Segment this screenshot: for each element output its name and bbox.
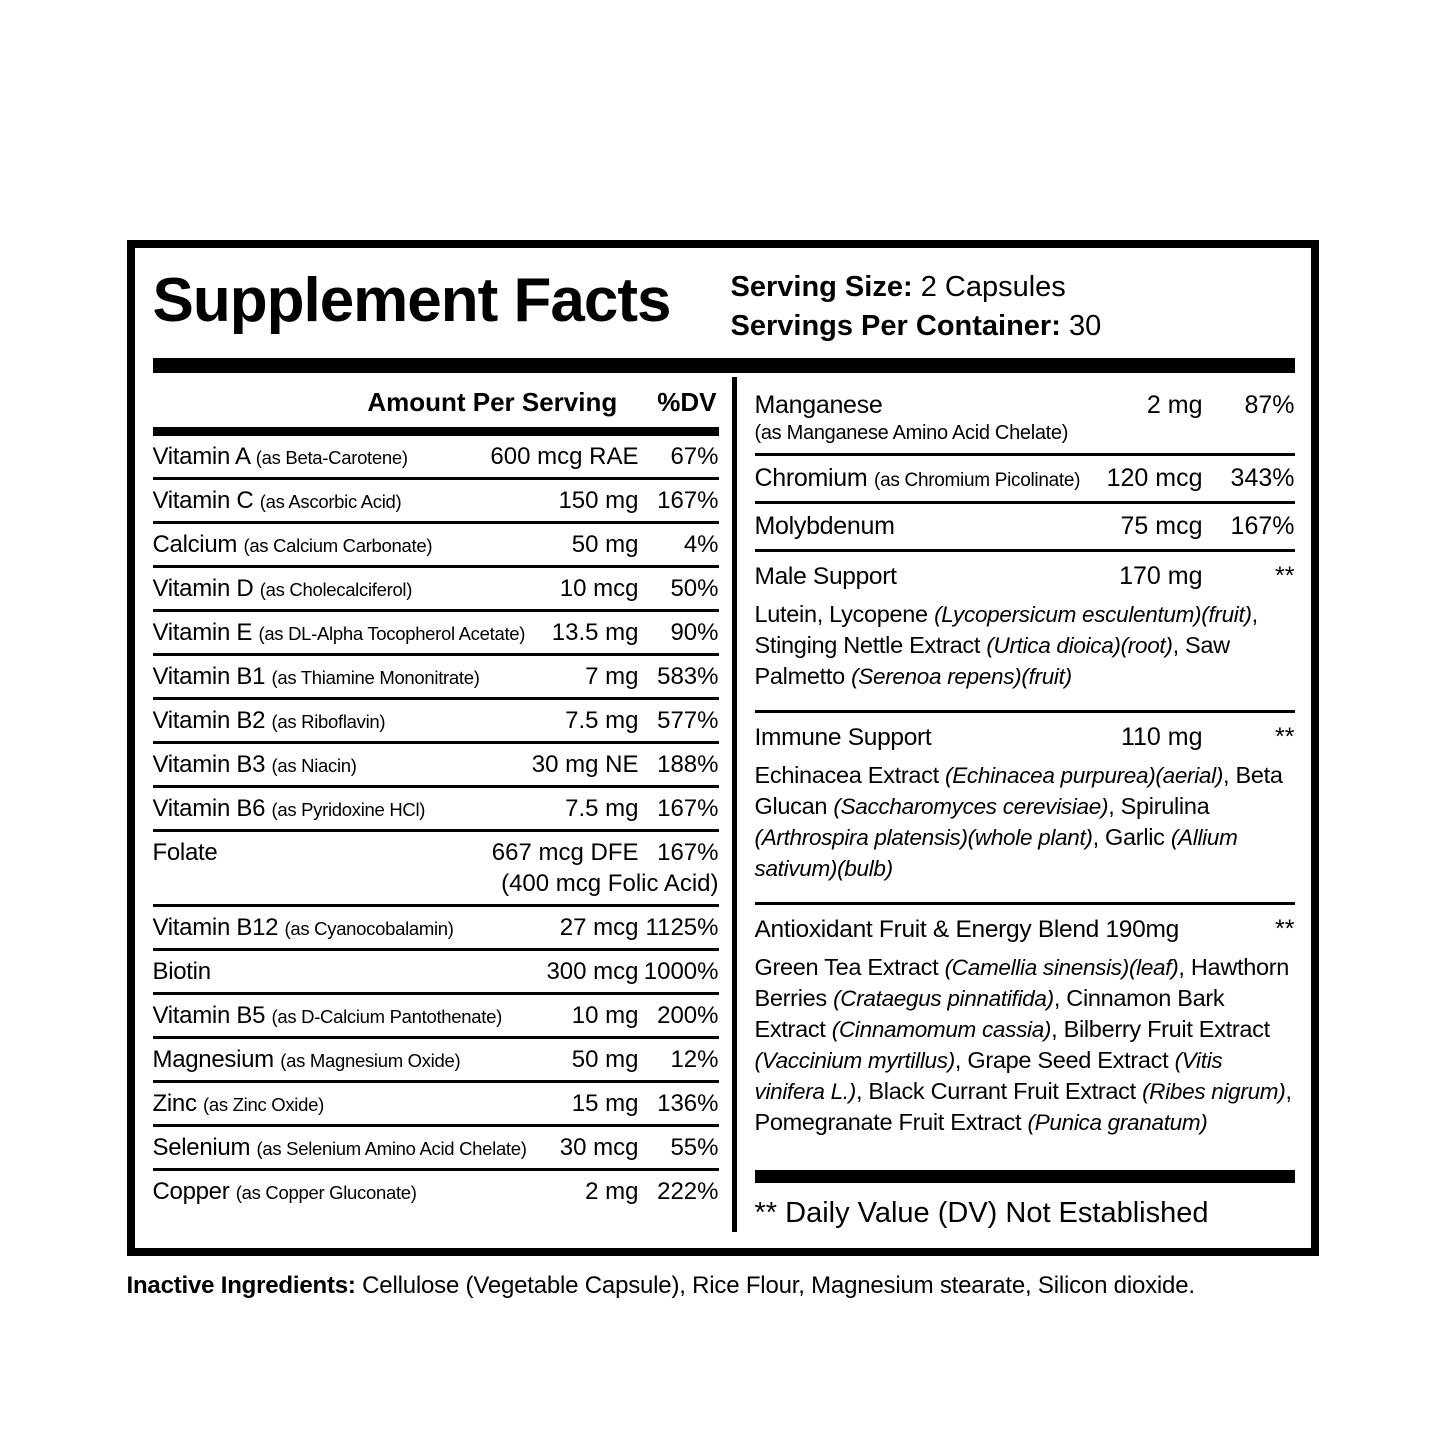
- nutrient-name: Vitamin B2 (as Riboflavin): [152, 707, 386, 734]
- latin-name-segment: (Punica granatum): [1027, 1110, 1208, 1135]
- ingredient-segment: , Cinnamon Bark Extract: [754, 985, 1225, 1042]
- nutrient-form: (as D-Calcium Pantothenate): [271, 1006, 502, 1027]
- ingredient-segment: , Grape Seed Extract: [954, 1047, 1175, 1073]
- nutrient-form: (as Ascorbic Acid): [259, 491, 402, 512]
- nutrient-dv: 167%: [657, 839, 719, 866]
- latin-name-segment: (Vitis vinifera L.): [754, 1048, 1223, 1104]
- latin-name-segment: (Lycopersicum esculentum)(fruit): [934, 602, 1252, 627]
- blend-block: [755, 905, 1295, 1138]
- nutrient-dv: 67%: [670, 443, 719, 470]
- nutrient-dv: 188%: [657, 751, 719, 778]
- nutrient-form: (as Riboflavin): [271, 711, 386, 732]
- blend-heading: [755, 562, 1295, 591]
- nutrient-name: Vitamin E (as DL-Alpha Tocopherol Acetate): [152, 619, 526, 646]
- nutrient-name: Selenium (as Selenium Amino Acid Chelate): [152, 1134, 527, 1161]
- nutrient-dv: 167%: [657, 795, 719, 822]
- nutrient-form: (as Beta-Carotene): [255, 447, 408, 468]
- blend-name: Immune Support: [754, 724, 932, 751]
- nutrient-amount: 27 mcg: [559, 914, 639, 941]
- ingredient-segment: , Saw Palmetto: [754, 632, 1230, 689]
- nutrient-name: Vitamin A (as Beta-Carotene): [152, 443, 408, 470]
- ingredient-segment: , Beta Glucan: [754, 762, 1283, 819]
- serving-info: [731, 258, 1102, 346]
- table-row-line: [153, 1134, 719, 1162]
- dv-footnote: ** Daily Value (DV) Not Established: [754, 1197, 1209, 1229]
- table-row: [153, 741, 719, 785]
- right-column: [755, 373, 1295, 1232]
- nutrient-name: Copper (as Copper Gluconate): [152, 1178, 417, 1205]
- table-row: [755, 383, 1295, 456]
- ingredient-segment: Lutein, Lycopene: [754, 601, 935, 627]
- table-row-line: [755, 391, 1295, 420]
- nutrient-dv: 136%: [657, 1090, 719, 1117]
- nutrient-amount: 2 mg: [585, 1178, 639, 1205]
- nutrient-amount: 120 mcg: [1106, 464, 1203, 492]
- table-row-line: [153, 1178, 719, 1206]
- serving-size-value: 2 Capsules: [920, 271, 1066, 303]
- serving-size-label: Serving Size:: [730, 271, 913, 303]
- servings-per-container-row: [731, 307, 1102, 346]
- nutrient-amount: 50 mg: [571, 1046, 639, 1073]
- nutrient-amount: 10 mcg: [559, 575, 639, 602]
- table-row-line: [153, 663, 719, 691]
- nutrient-form: (as Calcium Carbonate): [243, 535, 433, 556]
- table-row-line: [153, 1046, 719, 1074]
- nutrient-dv: 1000%: [643, 958, 719, 985]
- inactive-ingredients: [127, 1272, 1319, 1300]
- nutrient-name: Molybdenum: [754, 512, 895, 540]
- ingredient-segment: Green Tea Extract: [754, 954, 945, 980]
- table-row: [755, 456, 1295, 504]
- blend-block: [755, 713, 1295, 905]
- page-title: Supplement Facts: [152, 266, 671, 335]
- servings-per-container-value: 30: [1068, 310, 1102, 342]
- left-rows: [153, 436, 719, 1212]
- table-row-line: [755, 512, 1295, 541]
- nutrient-amount: 2 mg: [1146, 391, 1203, 419]
- nutrient-form: (as Thiamine Mononitrate): [271, 667, 480, 688]
- table-row: [153, 436, 719, 477]
- nutrient-dv: 343%: [1230, 464, 1295, 492]
- left-column: [153, 373, 719, 1232]
- table-row-line: [153, 1002, 719, 1030]
- blend-description: [755, 599, 1295, 692]
- serving-size-row: [731, 268, 1102, 307]
- latin-name-segment: (Serenoa repens)(fruit): [851, 664, 1072, 689]
- right-blends: [755, 552, 1295, 1156]
- nutrient-amount: 150 mg: [558, 487, 639, 514]
- nutrient-form-line: (as Manganese Amino Acid Chelate): [754, 422, 1069, 444]
- ingredient-segment: , Black Currant Fruit Extract: [855, 1078, 1143, 1104]
- nutrient-name: Vitamin B5 (as D-Calcium Pantothenate): [152, 1002, 502, 1029]
- table-row: [153, 904, 719, 948]
- header-divider-bar: [153, 358, 1295, 373]
- latin-name-segment: (Arthrospira platensis)(whole plant): [754, 825, 1093, 850]
- column-divider: [732, 377, 737, 1232]
- nutrient-amount: 30 mg NE: [531, 751, 639, 778]
- nutrient-amount: 13.5 mg: [551, 619, 639, 646]
- nutrient-name: Vitamin B6 (as Pyridoxine HCl): [152, 795, 426, 822]
- ingredient-segment: , Bilberry Fruit Extract: [1051, 1016, 1270, 1042]
- servings-per-container-label: Servings Per Container:: [730, 310, 1061, 342]
- blend-heading: [755, 915, 1295, 944]
- nutrient-dv: 577%: [657, 707, 719, 734]
- table-row-line: [153, 531, 719, 559]
- nutrient-dv: 167%: [1230, 512, 1295, 540]
- ingredient-segment: , Stinging Nettle Extract: [754, 601, 1258, 658]
- latin-name-segment: (Crataegus pinnatifida): [833, 986, 1054, 1011]
- nutrient-name: Folate: [152, 839, 218, 866]
- nutrient-name: Vitamin C (as Ascorbic Acid): [152, 487, 402, 514]
- ingredient-segment: , Pomegranate Fruit Extract: [754, 1078, 1292, 1135]
- nutrient-amount: 600 mcg RAE: [490, 443, 639, 470]
- table-row-line: [153, 751, 719, 779]
- table-row: [153, 1080, 719, 1124]
- nutrient-amount: 667 mcg DFE: [491, 839, 639, 866]
- table-row: [153, 521, 719, 565]
- right-minerals: [755, 383, 1295, 552]
- nutrient-dv: 4%: [683, 531, 719, 558]
- nutrient-amount: 7.5 mg: [565, 795, 639, 822]
- ingredient-segment: , Garlic: [1092, 824, 1171, 850]
- left-column-header: [153, 381, 719, 427]
- blend-dv: **: [1275, 723, 1295, 751]
- nutrient-form: (as Magnesium Oxide): [280, 1050, 461, 1071]
- nutrient-name: Vitamin D (as Cholecalciferol): [152, 575, 413, 602]
- blend-description: [755, 952, 1295, 1138]
- nutrient-dv: 55%: [670, 1134, 719, 1161]
- percent-dv-header: %DV: [657, 387, 717, 417]
- table-row-line: [153, 575, 719, 603]
- blend-name: Antioxidant Fruit & Energy Blend 190mg: [754, 916, 1179, 943]
- inactive-ingredients-label: Inactive Ingredients:: [126, 1272, 356, 1299]
- table-row: [153, 992, 719, 1036]
- amount-per-serving-header: Amount Per Serving: [367, 387, 618, 417]
- table-row: [153, 653, 719, 697]
- facts-columns: [153, 373, 1295, 1232]
- table-row: [153, 829, 719, 904]
- blend-name: Male Support: [754, 563, 897, 590]
- nutrient-form: (as Chromium Picolinate): [874, 470, 1081, 491]
- nutrient-name: Zinc (as Zinc Oxide): [152, 1090, 324, 1117]
- table-row-line: [153, 914, 719, 942]
- nutrient-form: (as Zinc Oxide): [203, 1094, 324, 1115]
- nutrient-amount: 50 mg: [571, 531, 639, 558]
- nutrient-dv: 200%: [657, 1002, 719, 1029]
- left-header-bar: [153, 427, 719, 436]
- nutrient-amount: 75 mcg: [1120, 512, 1203, 540]
- latin-name-segment: (Camellia sinensis)(leaf): [944, 955, 1179, 980]
- nutrient-name: Vitamin B3 (as Niacin): [152, 751, 357, 778]
- inactive-ingredients-text: Cellulose (Vegetable Capsule), Rice Flour, Magnesium stearate, Silicon dioxide.: [362, 1272, 1195, 1299]
- nutrient-dv: 12%: [670, 1046, 719, 1073]
- blend-amount: 110 mg: [1120, 723, 1203, 751]
- nutrient-dv: 167%: [657, 487, 719, 514]
- nutrient-amount: 15 mg: [571, 1090, 639, 1117]
- latin-name-segment: (Vaccinium myrtillus): [754, 1048, 955, 1073]
- blend-dv: **: [1275, 562, 1295, 590]
- table-row: [153, 1036, 719, 1080]
- nutrient-amount: 7.5 mg: [565, 707, 639, 734]
- ingredient-segment: , Spirulina: [1108, 793, 1210, 819]
- latin-name-segment: (Cinnamomum cassia): [831, 1017, 1052, 1042]
- blend-heading: [755, 723, 1295, 752]
- blend-amount: 170 mg: [1119, 562, 1203, 590]
- nutrient-form: (as Copper Gluconate): [235, 1182, 417, 1203]
- nutrient-amount: 30 mcg: [559, 1134, 639, 1161]
- nutrient-name: Vitamin B1 (as Thiamine Mononitrate): [152, 663, 480, 690]
- table-row-line: [153, 707, 719, 735]
- table-row-line: [153, 958, 719, 986]
- table-row: [153, 1168, 719, 1212]
- table-row-line: [755, 464, 1295, 493]
- nutrient-name: Chromium (as Chromium Picolinate): [754, 464, 1081, 492]
- nutrient-amount-secondary: (400 mcg Folic Acid): [501, 870, 719, 897]
- table-row: [153, 948, 719, 992]
- nutrient-name: Vitamin B12 (as Cyanocobalamin): [152, 914, 454, 941]
- latin-name-segment: (Saccharomyces cerevisiae): [833, 794, 1109, 819]
- nutrient-name: Manganese: [754, 391, 883, 419]
- blend-dv: **: [1275, 915, 1295, 943]
- nutrient-name: Biotin: [152, 958, 211, 985]
- latin-name-segment: (Allium sativum)(bulb): [754, 825, 1238, 881]
- table-row: [153, 785, 719, 829]
- blend-description: [755, 760, 1295, 884]
- panel-header: [153, 258, 1295, 346]
- table-row-line: [153, 839, 719, 867]
- nutrient-dv: 90%: [670, 619, 719, 646]
- table-row-line: [153, 443, 719, 471]
- nutrient-amount: 7 mg: [585, 663, 639, 690]
- ingredient-segment: , Hawthorn Berries: [754, 954, 1290, 1011]
- nutrient-form: (as Niacin): [271, 755, 357, 776]
- nutrient-name: Calcium (as Calcium Carbonate): [152, 531, 433, 558]
- nutrient-form: (as Pyridoxine HCl): [271, 799, 426, 820]
- nutrient-dv: 1125%: [645, 914, 719, 941]
- table-row: [153, 697, 719, 741]
- footnote-divider-bar: [755, 1170, 1295, 1183]
- table-row: [153, 609, 719, 653]
- nutrient-dv: 87%: [1244, 391, 1295, 419]
- latin-name-segment: (Ribes nigrum): [1142, 1079, 1286, 1104]
- table-row: [153, 1124, 719, 1168]
- supplement-facts-panel: [127, 240, 1319, 1256]
- nutrient-amount: 10 mg: [571, 1002, 639, 1029]
- nutrient-form: (as Selenium Amino Acid Chelate): [256, 1138, 527, 1159]
- table-row: [153, 565, 719, 609]
- nutrient-dv: 50%: [670, 575, 719, 602]
- nutrient-name: Magnesium (as Magnesium Oxide): [152, 1046, 461, 1073]
- table-row: [755, 504, 1295, 552]
- table-row-line: [153, 619, 719, 647]
- nutrient-form: (as Cyanocobalamin): [284, 918, 454, 939]
- latin-name-segment: (Urtica dioica)(root): [986, 633, 1173, 658]
- latin-name-segment: (Echinacea purpurea)(aerial): [945, 763, 1224, 788]
- nutrient-form: (as DL-Alpha Tocopherol Acetate): [258, 623, 526, 644]
- ingredient-segment: Echinacea Extract: [754, 762, 946, 788]
- blend-block: [755, 552, 1295, 713]
- table-row-line: [153, 487, 719, 515]
- table-row-line: [153, 795, 719, 823]
- table-row-line: [153, 1090, 719, 1118]
- nutrient-dv: 583%: [657, 663, 719, 690]
- nutrient-form: (as Cholecalciferol): [259, 579, 413, 600]
- nutrient-amount: 300 mcg: [546, 958, 639, 985]
- nutrient-dv: 222%: [657, 1178, 719, 1205]
- table-row: [153, 477, 719, 521]
